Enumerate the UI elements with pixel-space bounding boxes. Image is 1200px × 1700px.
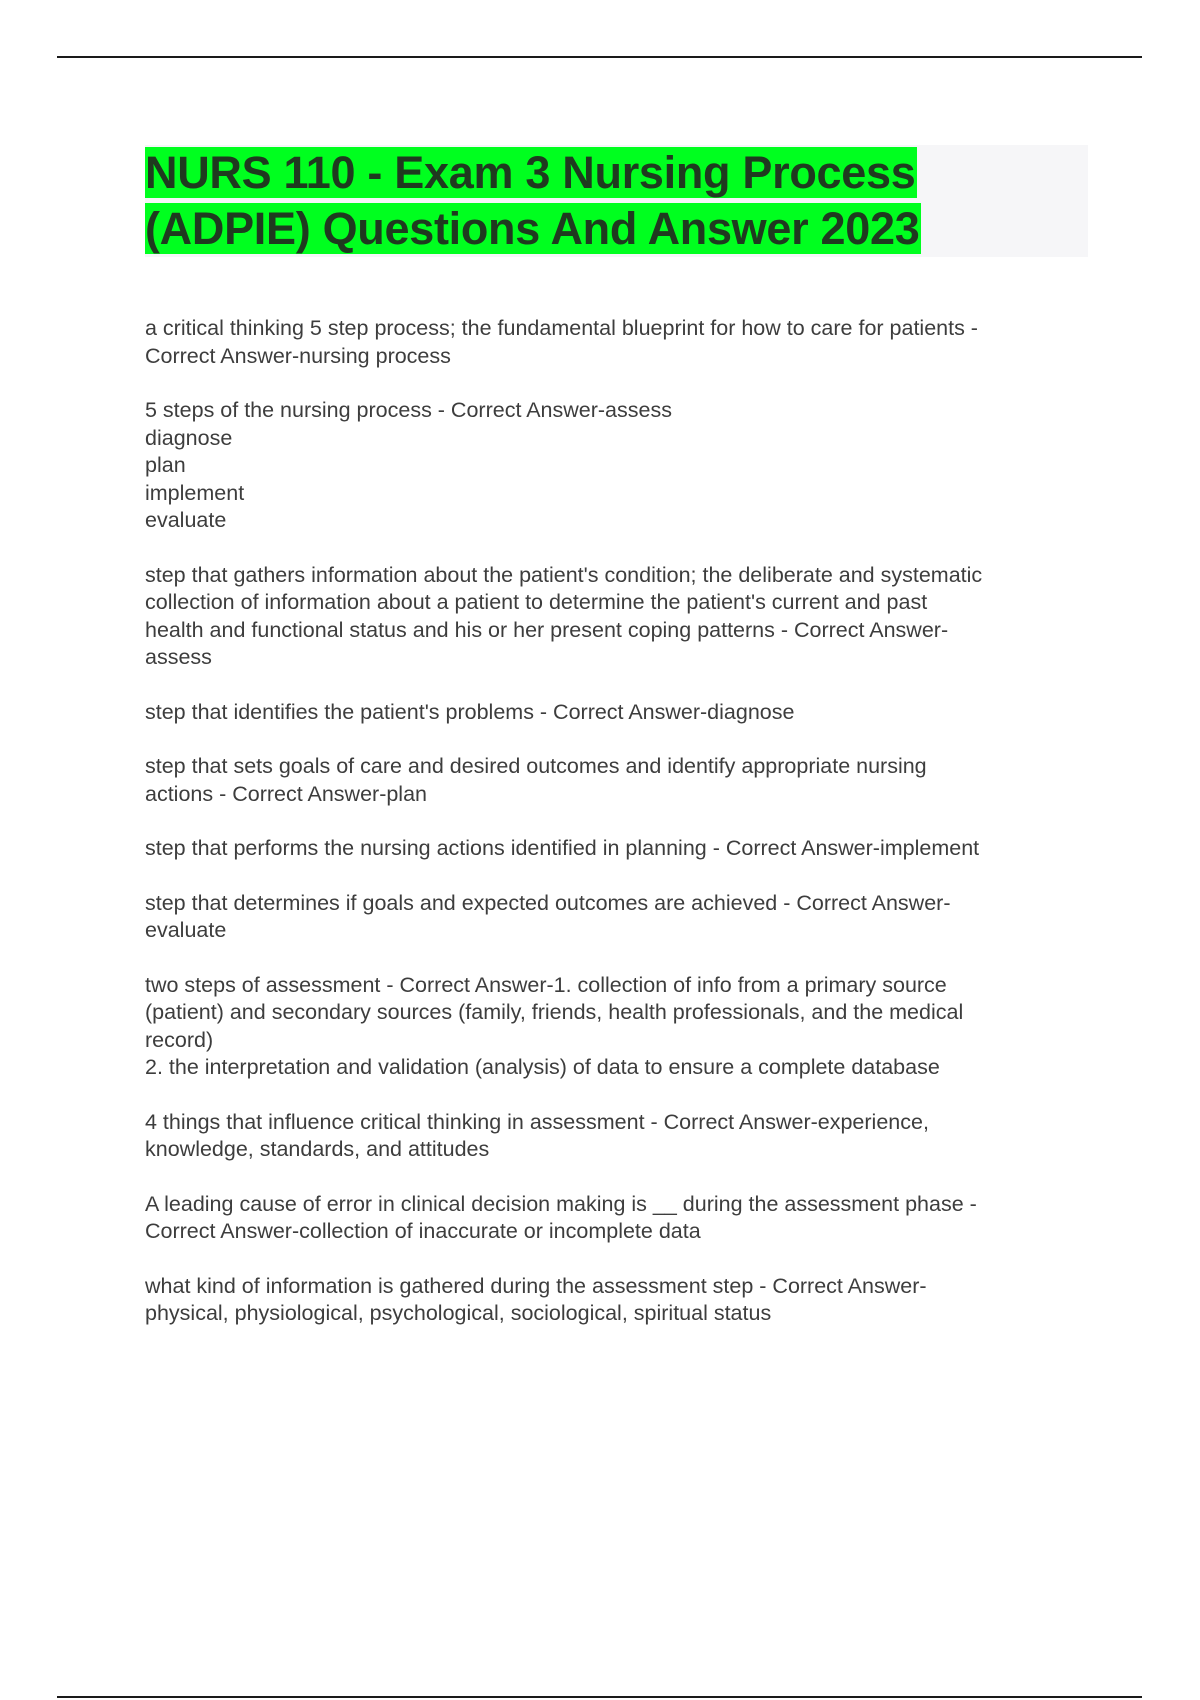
qa-line: step that identifies the patient's problems - Correct Answer-diagnose <box>145 699 795 724</box>
title-line-2: (ADPIE) Questions And Answer 2023 <box>145 203 920 254</box>
qa-line: step that sets goals of care and desired outcomes and identify appropriate nursing <box>145 754 927 778</box>
qa-line: a critical thinking 5 step process; the fundamental blueprint for how to care for patients - <box>145 316 978 340</box>
bottom-rule <box>57 1696 1142 1698</box>
qa-item <box>145 315 1090 370</box>
page-title <box>145 145 1088 257</box>
qa-item <box>145 699 1090 727</box>
title-line-1: NURS 110 - Exam 3 Nursing Process <box>145 147 916 198</box>
qa-line: A leading cause of error in clinical decision making is __ during the assessment phase - <box>145 1191 977 1216</box>
qa-line: evaluate <box>145 918 227 942</box>
qa-line: evaluate <box>145 508 227 532</box>
qa-line: step that performs the nursing actions identified in planning - Correct Answer-implement <box>145 836 980 860</box>
qa-line: diagnose <box>145 425 233 450</box>
qa-item <box>145 1109 1090 1164</box>
qa-line: step that gathers information about the patient's condition; the deliberate and systematic <box>145 562 983 587</box>
qa-line: implement <box>145 480 245 505</box>
qa-line: (patient) and secondary sources (family, friends, health professionals, and the medical <box>145 1000 964 1024</box>
qa-line: two steps of assessment - Correct Answer-1. collection of info from a primary source <box>145 972 947 997</box>
qa-list <box>145 315 1090 1328</box>
document-body <box>145 145 1090 1355</box>
qa-line: assess <box>145 645 212 669</box>
qa-line: plan <box>145 453 186 477</box>
qa-item <box>145 753 1090 808</box>
qa-item <box>145 890 1090 945</box>
qa-line: Correct Answer-collection of inaccurate or incomplete data <box>145 1219 701 1243</box>
qa-line: health and functional status and his or her present coping patterns - Correct Answer- <box>145 617 949 642</box>
qa-line: collection of information about a patient to determine the patient's current and past <box>145 590 928 614</box>
top-rule <box>57 56 1142 58</box>
qa-line: knowledge, standards, and attitudes <box>145 1137 490 1161</box>
title-block <box>145 145 1088 257</box>
qa-item <box>145 972 1090 1082</box>
qa-item <box>145 562 1090 672</box>
qa-line: record) <box>145 1027 214 1052</box>
qa-item <box>145 1273 1090 1328</box>
qa-line: 5 steps of the nursing process - Correct Answer-assess <box>145 398 672 422</box>
qa-line: actions - Correct Answer-plan <box>145 781 427 806</box>
qa-line: physical, physiological, psychological, sociological, spiritual status <box>145 1301 772 1325</box>
qa-line: 4 things that influence critical thinking in assessment - Correct Answer-experience, <box>145 1109 929 1134</box>
qa-line: 2. the interpretation and validation (analysis) of data to ensure a complete database <box>145 1055 940 1079</box>
qa-item <box>145 1191 1090 1246</box>
qa-item <box>145 835 1090 863</box>
qa-line: step that determines if goals and expected outcomes are achieved - Correct Answer- <box>145 890 951 915</box>
qa-line: what kind of information is gathered during the assessment step - Correct Answer- <box>145 1273 927 1298</box>
qa-line: Correct Answer-nursing process <box>145 343 451 368</box>
qa-item <box>145 397 1090 535</box>
